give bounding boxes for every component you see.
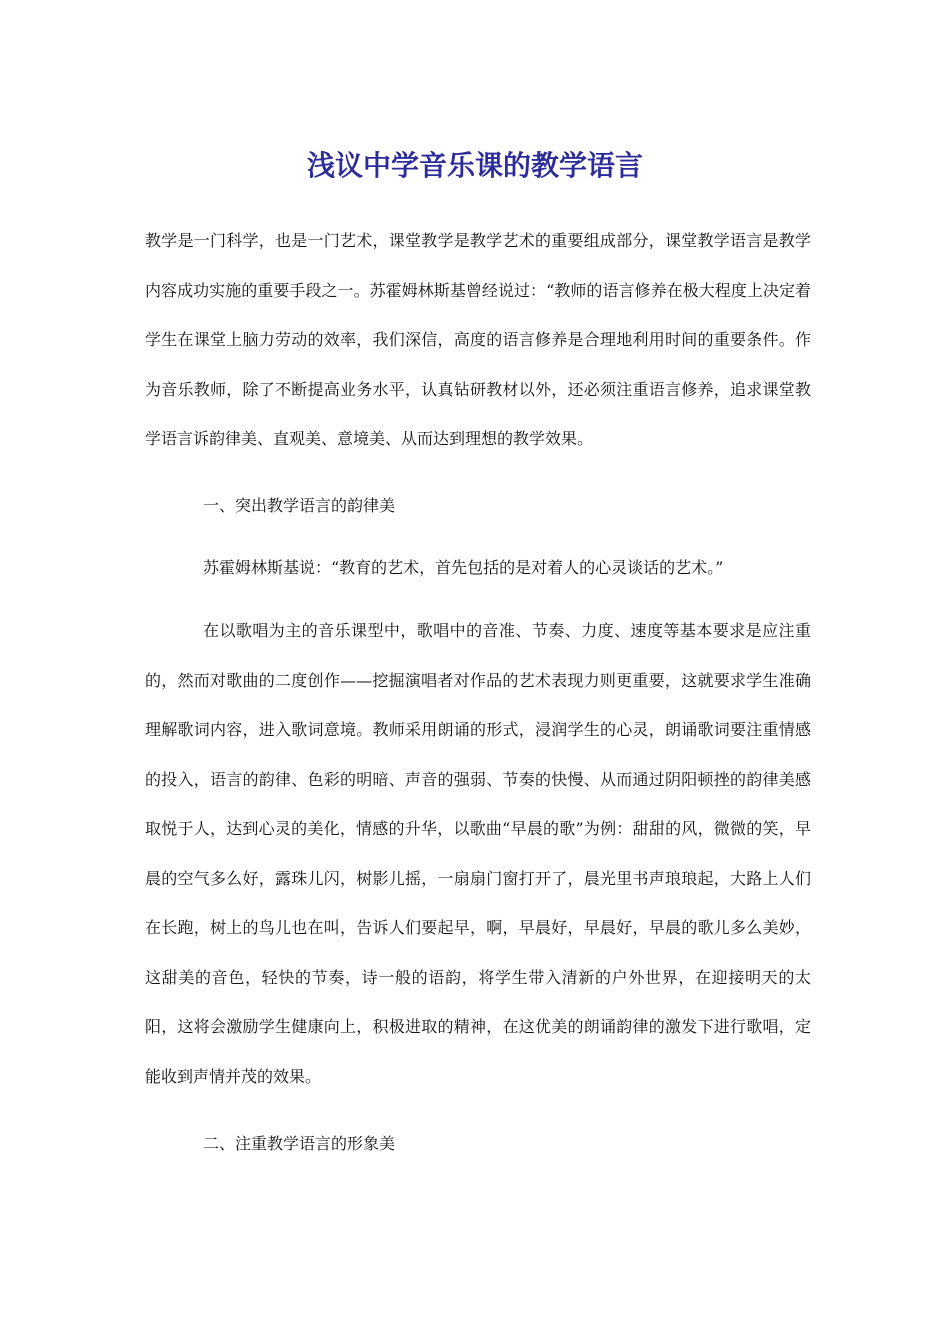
intro-paragraph: 教学是一门科学，也是一门艺术，课堂教学是教学艺术的重要组成部分，课堂教学语言是教学内容成功实施的重要手段之一。苏霍姆林斯基曾经说过：“教师的语言修养在极大程度上决定着学生在课堂上脑力劳动的效率，我们深信，高度的语言修养是合理地利用时间的重要条件。作为音乐教师，除了不断提高业务水平，认真钻研教材以外，还必须注重语言修养，追求课堂教学语言诉韵律美、直观美、意境美、从而达到理想的教学效果。	[145, 231, 811, 448]
section-heading-1: 一、突出教学语言的韵律美	[203, 496, 396, 515]
body-paragraph: 在以歌唱为主的音乐课型中，歌唱中的音准、节奏、力度、速度等基本要求是应注重的，然而对歌曲的二度创作——挖掘演唱者对作品的艺术表现力则更重要，这就要求学生准确理解歌词内容，进入歌词意境。教师采用朗诵的形式，浸润学生的心灵，朗诵歌词要注重情感的投入，语言的韵律、色彩的明暗、声音的强弱、节奏的快慢、从而通过阴阳顿挫的韵律美感取悦于人，达到心灵的美化，情感的升华，以歌曲“早晨的歌”为例：甜甜的风，微微的笑，早晨的空气多么好，露珠儿闪，树影儿摇，一扇扇门窗打开了，晨光里书声琅琅起，大路上人们在长跑，树上的鸟儿也在叫，告诉人们要起早，啊，早晨好，早晨好，早晨的歌儿多么美妙，这甜美的音色，轻快的节奏，诗一般的语韵，将学生带入清新的户外世界，在迎接明天的太阳，这将会激励学生健康向上，积极进取的精神，在这优美的朗诵韵律的激发下进行歌唱，定能收到声情并茂的效果。	[145, 621, 811, 1086]
document-title: 浅议中学音乐课的教学语言	[306, 149, 643, 182]
section-heading-2: 二、注重教学语言的形象美	[203, 1134, 396, 1153]
quote-paragraph: 苏霍姆林斯基说：“教育的艺术，首先包括的是对着人的心灵谈话的艺术。”	[203, 558, 724, 577]
